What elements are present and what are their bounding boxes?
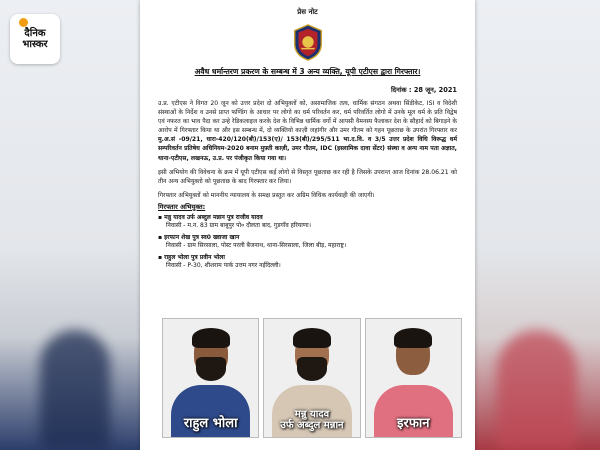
paragraph-3: गिरफ्तार अभियुक्तों को माननीय न्यायालय के समक्ष प्रस्तुत कर अग्रिम विधिक कार्यवाही की जाएगी।	[158, 191, 375, 199]
headline: अवैध धर्मान्तरण प्रकरण के सम्बन्ध में 3 अन्य व्यक्ति, यूपी एटीएस द्वारा गिरफ्तार।	[194, 67, 421, 76]
accused-address: निवासी - ग्राम सिरसाला, पोस्ट परली बैजनाथ, थाना-सिरसाला, जिला बीड़, महाराष्ट्र।	[166, 242, 347, 250]
background-left-blur	[0, 0, 140, 450]
date: दिनांक : 28 जून, 2021	[390, 86, 457, 94]
background-right-blur	[475, 0, 600, 450]
accused-photo	[263, 318, 360, 438]
arrested-heading: गिरफ्तार अभियुक्त:	[158, 202, 206, 211]
accused-photo	[365, 318, 462, 438]
accused-address: निवासी - म.न. 83 ग्राम बाबूपुर पो० दौलता बाद, गुडगाँव हरियाणा।	[166, 222, 311, 230]
paragraph-2: इसी अभियोग की विवेचना के क्रम में यूपी एटीएस कई लोगो से विस्तृत पूछताछ कर रही है जिसके उपरान्त आज दिनांक 28.06.21 को तीन अन्य अभियुक्तो को पूछताछ के बाद गिरफ्तार कर लिया।	[158, 168, 457, 185]
accused-item	[158, 214, 457, 231]
accused-address: निवासी - P-30, शीशराम पार्क उत्तम नगर नईदिल्ली।	[166, 262, 281, 270]
accused-photo	[162, 318, 259, 438]
dainik-bhaskar-logo	[10, 14, 60, 64]
up-police-emblem-icon	[289, 23, 327, 61]
accused-photos	[162, 318, 462, 438]
paragraph-1-text: उ.प्र. एटीएस ने विगत 20 जून को उत्तर प्रदेश दो अभियुक्तों को, असामाजिक तत्व, धार्मिक संगठन अथवा सिंडीकेट, ISI व विदेशी संस्थाओं के निर्देश व उनसे प्राप्त फण्डिंग के आधार पर लोगो का धर्म परिवर्तन कर, धर्म परिवर्तित लोगो में उनके मूल धर्म के प्रति विद्वेष एवं नफरत का भाव पैदा कर उन्हे रेडिकलाइज करके देश के विभिन्न धार्मिक वर्गो में आपसी वैमनस्य फैलाकर देश के सौहार्द को बिगाड़ने के आरोप में गिरफ्तार किया था और इस सम्बन्ध में, दो व्यक्तियो काज़ी जहांगीर और उमर गौतम को गहन पूछताछ के उपरांत गिरफ्तार कर	[158, 100, 457, 135]
document-title: प्रेस नोट	[297, 8, 318, 16]
accused-item	[158, 234, 457, 251]
paragraph-1-case-details: मु.अ.सं -09/21, धारा-420/120(बी)/153(ए)/ 153(बी)/295/511 भा.द.वि. व 3/5 उत्तर प्रदेश विधि विरूद्ध धर्म सम्परिवर्तन प्रतिषेध अधिनियम-2020 बनाम मुफ़्ती काज़ी, उमर गौतम, IDC (इस्लामिक दावा सेंटर) संस्था व अन्य नाम पता अज्ञात, थाना-एटीएस, लखनऊ, उ.प्र. पर पंजीकृत किया गया था।	[158, 136, 457, 162]
photo-caption: इरफान	[397, 416, 430, 431]
accused-name: ▪ इरफान शेख पुत्र स्व0 ख्वाजा खान	[158, 234, 457, 243]
logo-line2: भास्कर	[22, 39, 48, 50]
accused-item	[158, 254, 457, 271]
photo-caption: मन्नु यादव उर्फ अब्दुल मन्नान	[280, 409, 344, 431]
accused-name: ▪ राहुल भोला पुत्र प्रवीन भोला	[158, 254, 457, 263]
person-beard	[196, 357, 226, 381]
person-hair	[293, 328, 331, 348]
photo-caption: राहुल भोला	[183, 416, 238, 431]
logo-line1: दैनिक	[24, 28, 46, 39]
logo-dot-icon	[19, 18, 28, 27]
person-beard	[297, 357, 327, 381]
accused-name: ▪ मन्नु यादव उर्फ अब्दुल मन्नान पुत्र राजीव यादव	[158, 214, 457, 223]
paragraph-1	[158, 99, 457, 163]
person-hair	[394, 328, 432, 348]
person-hair	[192, 328, 230, 348]
